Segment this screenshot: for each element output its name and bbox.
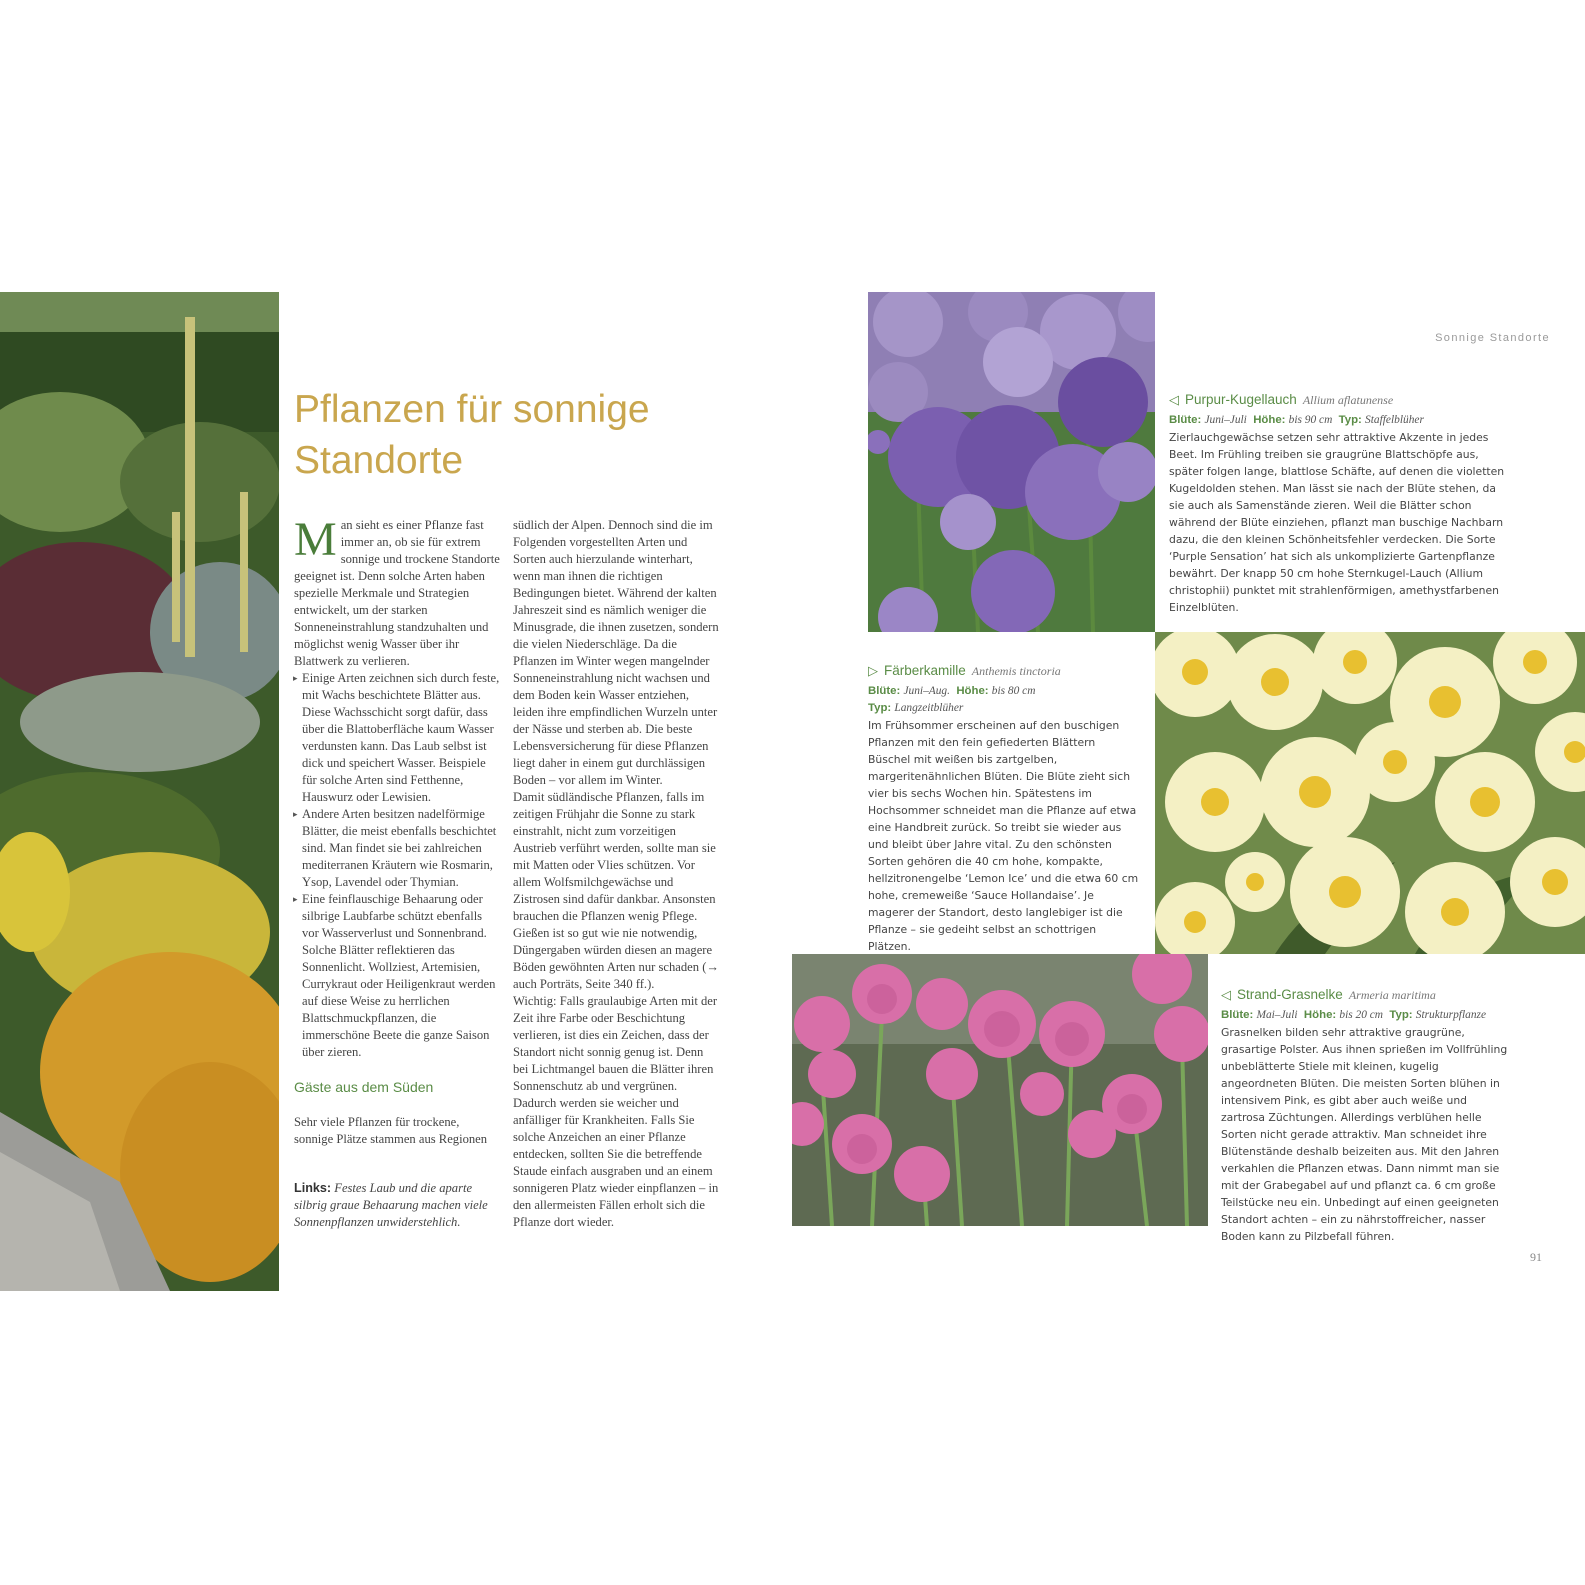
plant-description: Zierlauchgewächse setzen sehr attraktive Akzente in jedes Beet. Im Frühling treiben sie graugrüne Blattschöpfe aus, später folgen lange, blattlose Schäfte, auf denen die violetten Kugeldolden stehen. Man lässt sie nach der Blüte stehen, da sie auch als Samenstände zieren. Weil die Blätter schon während der Blüte einziehen, pflanzt man buschige Nachbarn dazu, die den kleinen Schönheitsfehler verdecken. Die Sorte ‘Purple Sensation’ hat sich als unkomplizierte Gartenpflanze bewährt. Der knapp 50 cm hohe Sternkugel-Lauch (Allium christophii) punktet mit strahlenförmigen, amethystfarbenen Einzelblüten. (1169, 431, 1505, 614)
plant-meta (868, 683, 1140, 717)
typ-label: Typ: (868, 702, 892, 714)
plant-entry-anthemis (868, 663, 1140, 955)
plant-name: Strand-Grasnelke (1237, 987, 1343, 1002)
page-number: 91 (1530, 1250, 1542, 1264)
feature-list (294, 670, 500, 1061)
plant-entry-allium (1169, 392, 1514, 616)
drop-cap: M (294, 513, 337, 566)
bluete-label: Blüte: (868, 685, 901, 697)
caption-text: Festes Laub und die aparte silbrig graue Behaarung machen viele Sonnenpflanzen unwiderstehlich. (294, 1181, 488, 1229)
plant-heading (1169, 392, 1514, 408)
page-title-line-2: Standorte (294, 439, 464, 482)
bluete-value: Juni–Juli (1204, 414, 1247, 426)
hoehe-label: Höhe: (956, 685, 989, 697)
plant-latin-name: Anthemis tinctoria (971, 664, 1061, 678)
arrow-left-icon: ◁ (1169, 392, 1179, 407)
bluete-label: Blüte: (1221, 1009, 1254, 1021)
list-item: ▸ Andere Arten besitzen nadelförmige Blätter, die meist ebenfalls beschichtet sind. Man findet sie bei zahlreichen mediterranen Kräutern wie Rosmarin, Ysop, Lavendel oder Thymian. (294, 806, 500, 891)
bluete-value: Juni–Aug. (903, 685, 950, 697)
plant-latin-name: Armeria maritima (1348, 988, 1436, 1002)
page-title-line-1: Pflanzen für sonnige (294, 388, 650, 431)
hoehe-value: bis 90 cm (1288, 414, 1333, 426)
anthemis-photo (1155, 632, 1585, 954)
plant-description: Im Frühsommer erscheinen auf den buschigen Pflanzen mit den fein gefiederten Blättern Büschel mit weißen bis zartgelben, margeritenähnlichen Blüten. Die Blüte zieht sich vier bis sechs Wochen hin. Spätestens im Hochsommer schneidet man die Pflanze auf etwa eine Handbreit zurück. So treibt sie wieder aus und bleibt über Jahre vital. Zu den schönsten Sorten gehören die 40 cm hohe, kompakte, hellzitronengelbe ‘Lemon Ice’ und die etwa 60 cm hohe, cremeweiße ‘Sauce Hollandaise’. Je magerer der Standort, desto langlebiger ist die Pflanze – sie gedeiht selbst an schottrigen Plätzen. (868, 719, 1139, 953)
plant-heading (1221, 987, 1511, 1003)
typ-value: Langzeitblüher (894, 702, 964, 714)
plant-meta (1169, 412, 1514, 429)
running-head: Sonnige Standorte (1435, 332, 1550, 344)
bluete-value: Mai–Juli (1256, 1009, 1298, 1021)
list-item: ▸ Eine feinflauschige Behaarung oder silbrige Laubfarbe schützt ebenfalls vor Wasserverlust und Sonnenbrand. Solche Blätter reflektieren das Sonnenlicht. Wollziest, Artemisien, Currykraut oder Heiligenkraut werden auf diese Weise zu herrlichen Blattschmuckpflanzen, die immerschöne Beete die ganze Saison über zieren. (294, 891, 500, 1061)
hoehe-label: Höhe: (1303, 1009, 1337, 1021)
hoehe-label: Höhe: (1253, 414, 1286, 426)
photo-caption (294, 1180, 500, 1231)
body-paragraph: südlich der Alpen. Dennoch sind die im Folgenden vorgestellten Arten und Sorten auch hierzulande winterhart, wenn man ihnen die richtigen Bedingungen bietet. Während der kalten Jahreszeit sind es nämlich weniger die Minusgrade, die ihnen zusetzen, sondern die vielen Niederschläge. Da die Pflanzen im Winter wegen mangelnder Sonneneinstrahlung nicht wachsen und dem Boden kein Wasser entziehen, leiden ihre empfindlichen Wurzeln unter der Nässe und sterben ab. Die beste Lebensversicherung für diese Pflanzen liegt daher in einem gut durchlässigen Boden – vor allem im Winter. (513, 518, 719, 787)
allium-photo (868, 292, 1155, 632)
hoehe-value: bis 80 cm (991, 685, 1036, 697)
section-subheading: Gäste aus dem Süden (294, 1079, 434, 1095)
plant-meta (1221, 1007, 1511, 1024)
plant-latin-name: Allium aflatunense (1302, 393, 1394, 407)
intro-column-2 (513, 517, 719, 1231)
plant-name: Purpur-Kugellauch (1185, 392, 1297, 407)
typ-value: Staffelblüher (1365, 414, 1424, 426)
list-item: ▸ Einige Arten zeichnen sich durch feste, mit Wachs beschichtete Blätter aus. Diese Wachsschicht sorgt dafür, dass über die Blattoberfläche kaum Wasser verdunsten kann. Das Laub selbst ist dick und speichert Wasser. Beispiele für solche Arten sind Fetthenne, Hauswurz oder Lewisien. (294, 670, 500, 806)
garden-border-photo (0, 292, 279, 1291)
hoehe-value: bis 20 cm (1339, 1009, 1384, 1021)
typ-label: Typ: (1338, 414, 1362, 426)
armeria-photo (792, 954, 1208, 1226)
body-paragraph: Sehr viele Pflanzen für trockene, sonnige Plätze stammen aus Regionen (294, 1115, 488, 1146)
typ-label: Typ: (1389, 1009, 1413, 1021)
plant-name: Färberkamille (884, 663, 966, 678)
caption-label: Links: (294, 1181, 332, 1195)
plant-entry-armeria (1221, 987, 1511, 1245)
bluete-label: Blüte: (1169, 414, 1202, 426)
plant-heading (868, 663, 1140, 679)
arrow-left-icon: ◁ (1221, 987, 1231, 1002)
plant-description: Grasnelken bilden sehr attraktive graugrüne, grasartige Polster. Aus ihnen sprießen im Vollfrühling unbeblätterte Stiele mit kleinen, kugelig angeordneten Blüten. Die meisten Sorten blühen in intensivem Pink, es gibt aber auch weiße und zartrosa Züchtungen. Allerdings verblühen helle Sorten nicht gerade attraktiv. Man schneidet ihre Blütenstände deshalb beizeiten aus. Mit den Jahren verkahlen die Pflanzen etwas. Dann nimmt man sie mit der Grabegabel auf und pflanzt ca. 6 cm große Teilstücke neu ein. Unbedingt auf einen geeigneten Standort achten – ein zu nährstoffreicher, nasser Boden kann zu Pilzbefall führen. (1221, 1026, 1508, 1243)
body-paragraph: Wichtig: Falls graulaubige Arten mit der Zeit ihre Farbe oder Beschichtung verlieren, ist dies ein Zeichen, dass der Standort nicht sonnig genug ist. Denn bei Lichtmangel bauen die Blätter ihren Sonnenschutz ab und vergrünen. Dadurch werden sie weicher und anfälliger für Krankheiten. Falls Sie solche Anzeichen an einer Pflanze entdecken, sollten Sie die betreffende Staude einfach ausgraben und an einem sonnigeren Platz wieder einpflanzen – in den allermeisten Fällen erholt sich die Pflanze dort wieder. (513, 994, 719, 1229)
page-title (294, 384, 714, 486)
intro-paragraph-text: an sieht es einer Pflanze fast immer an, ob sie für extrem sonnige und trockene Standorte geeignet ist. Denn solche Arten haben spezielle Merkmale und Strategien entwickelt, um der starken Sonneneinstrahlung standzuhalten und möglichst wenig Wasser über ihr Blattwerk zu verlieren. (294, 518, 500, 668)
body-paragraph: Damit südländische Pflanzen, falls im zeitigen Frühjahr die Sonne zu stark einstrahlt, nicht zum vorzeitigen Austrieb verführt werden, sollte man sie mit Matten oder Vlies schützen. Vor allem Wolfsmilchgewächse und Zistrosen sind dafür dankbar. Ansonsten brauchen die Pflanzen wenig Pflege. Gießen ist so gut wie nie notwendig, Düngergaben würden diesen an magere Böden gewöhnten Arten nur schaden (→ auch Porträts, Seite 340 ff.). (513, 790, 719, 991)
intro-column-1 (294, 513, 500, 1148)
arrow-right-icon: ▷ (868, 663, 878, 678)
typ-value: Strukturpflanze (1415, 1009, 1487, 1021)
intro-paragraph (294, 513, 500, 670)
